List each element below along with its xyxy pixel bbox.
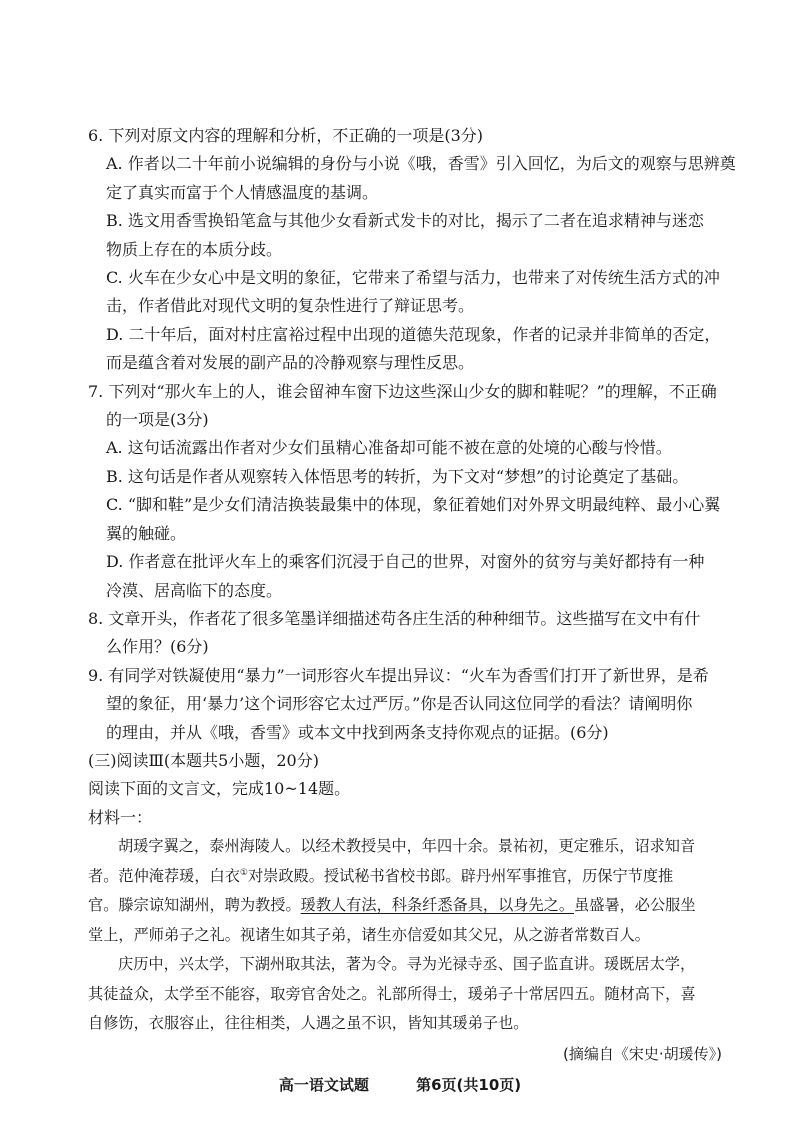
q6-option-a-line2: 定了真实而富于个人情感温度的基调。 [106,182,379,202]
q8-line2: 么作用？(6分) [106,637,209,657]
q9-line2: 望的象征，用‘暴力’这个词形容它太过严厉。”你是否认同这位同学的看法？请阐明你 [106,694,693,714]
q7-option-b: B. 这句话是作者从观察转入体悟思考的转折，为下文对“梦想”的讨论奠定了基础。 [106,466,689,486]
passage-text: 虽盛暑，必公服坐 [574,896,696,915]
classical-passage [88,832,728,1069]
passage-p2-line2: 其徒益众，太学至不能容，取旁官舍处之。礼部所得士，瑗弟子十常居四五。随材高下，喜 [88,984,696,1003]
q7-stem-line2: 的一项是(3分) [106,410,209,430]
q7-option-c-line1: C. “脚和鞋”是少女们清洁换装最集中的体现，象征着她们对外界文明最纯粹、最小心翼 [106,495,721,515]
q6-stem: 6. 下列对原文内容的理解和分析，不正确的一项是(3分) [88,126,484,145]
passage-p2-line1: 庆历中，兴太学，下湖州取其法，著为令。寻为光禄寺丞、国子监直讲。瑗既居太学， [118,955,696,974]
q6-option-a-line1: A. 作者以二十年前小说编辑的身份与小说《哦，香雪》引入回忆，为后文的观察与思辨奠 [106,154,736,174]
q7-option-d-line1: D. 作者意在批评火车上的乘客们沉浸于自己的世界，对窗外的贫穷与美好都持有一种 [106,552,705,572]
footer-page-number: 第6页(共10页) [416,1076,522,1094]
page-content [88,122,736,1069]
passage-p1-line2 [88,862,728,892]
q8-line1: 8. 文章开头，作者花了很多笔墨详细描述苟各庄生活的种种细节。这些描写在文中有什 [88,608,701,628]
q7-option-c-line2: 翼的触碰。 [106,523,187,543]
q6-option-c-line1: C. 火车在少女心中是文明的象征，它带来了希望与活力，也带来了对传统生活方式的冲 [106,268,720,288]
q6-option-b-line2: 物质上存在的本质分歧。 [106,239,283,259]
question-9 [88,662,728,747]
q6-option-c-line2: 击，作者借此对现代文明的复杂性进行了辩证思考。 [106,296,475,316]
footer-subject: 高一语文试题 [278,1076,369,1094]
passage-text: 对崇政殿。授试秘书省校书郎。辟丹州军事推官，历保宁节度推 [247,866,674,885]
q7-option-d-line2: 冷漠、居高临下的态度。 [106,580,283,600]
passage-p2-line3: 自修饬，衣服容止，往往相类，人遇之虽不识，皆知其瑗弟子也。 [88,1014,529,1033]
q7-stem-line1: 7. 下列对“那火车上的人，谁会留神车窗下边这些深山少女的脚和鞋呢？”的理解，不正确 [88,381,717,401]
q6-option-b-line1: B. 选文用香雪换铅笔盒与其他少女看新式发卡的对比，揭示了二者在追求精神与迷恋 [106,211,704,231]
underlined-sentence: 瑗教人有法，科条纤悉备具，以身先之。 [300,896,574,915]
material-label: 材料一： [88,807,153,827]
section-instruction: 阅读下面的文言文，完成10~14题。 [88,779,351,799]
question-8 [88,605,728,662]
question-7 [88,378,728,605]
q7-option-a: A. 这句话流露出作者对少女们虽精心准备却可能不被在意的处境的心酸与怜惜。 [106,438,672,458]
passage-source: (摘编自《宋史·胡瑗传》) [563,1044,722,1063]
section-title: (三)阅读Ⅲ(本题共5小题，20分) [88,750,319,770]
passage-p1-line1: 胡瑗字翼之，泰州海陵人。以经术教授吴中，年四十余。景祐初，更定雅乐，诏求知音 [118,837,696,856]
q9-line3: 的理由，并从《哦，香雪》或本文中找到两条支持你观点的证据。(6分) [106,722,609,742]
passage-p1-line4: 堂上，严师弟子之礼。视诸生如其子弟，诸生亦信爱如其父兄，从之游者常数百人。 [88,925,650,944]
page-footer [0,1074,800,1095]
question-6 [88,122,736,378]
q6-option-d-line2: 而是蕴含着对发展的副产品的冷静观察与理性反思。 [106,353,475,373]
q9-line1: 9. 有同学对铁凝使用“暴力”一词形容火车提出异议：“火车为香雪们打开了新世界，是希 [88,665,709,685]
passage-p1-line3 [88,891,728,921]
passage-text: 者。范仲淹荐瑗，白衣 [88,866,240,885]
passage-text: 官。滕宗谅知湖州，聘为教授。 [88,896,301,915]
q6-option-d-line1: D. 二十年后，面对村庄富裕过程中出现的道德失范现象，作者的记录并非简单的否定， [106,324,721,344]
footnote-marker: ① [239,867,248,878]
